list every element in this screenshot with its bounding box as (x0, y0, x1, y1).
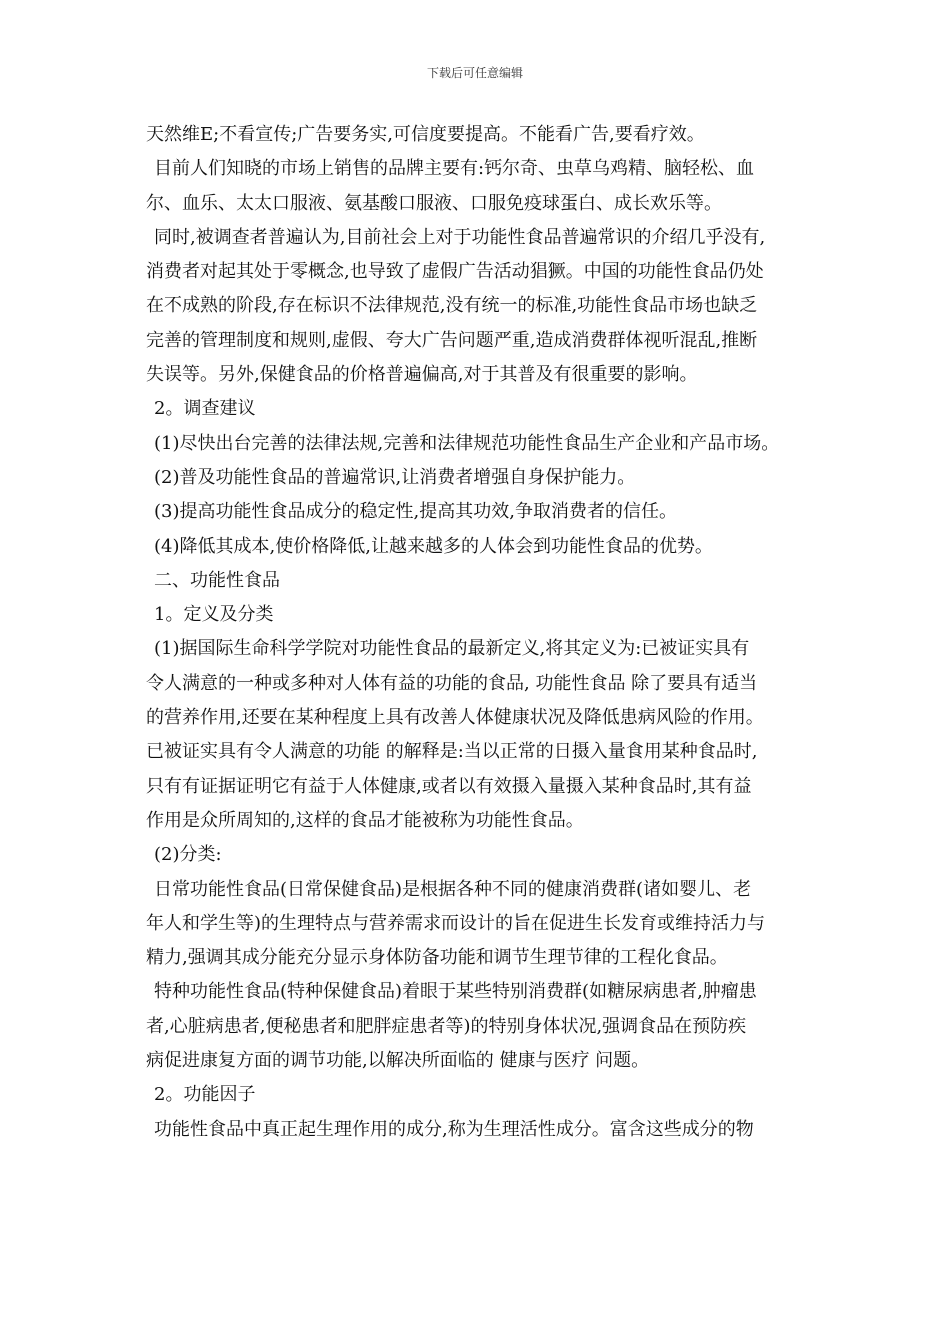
text-line: 特种功能性食品(特种保健食品)着眼于某些特别消费群(如糖尿病患者,肿瘤患 (154, 981, 757, 1003)
text-line: 在不成熟的阶段,存在标识不法律规范,没有统一的标准,功能性食品市场也缺乏 (146, 295, 758, 317)
text-line: 天然维E;不看宣传;广告要务实,可信度要提高。不能看广告,要看疗效。 (146, 124, 705, 145)
text-line: 已被证实具有令人满意的功能 的解释是:当以正常的日摄入量食用某种食品时, (146, 741, 758, 763)
text-line: 2。调查建议 (154, 398, 256, 420)
text-line: 功能性食品中真正起生理作用的成分,称为生理活性成分。富含这些成分的物 (154, 1118, 754, 1140)
text-line: (2)普及功能性食品的普遍常识,让消费者增强自身保护能力。 (154, 466, 636, 488)
document-body (146, 118, 816, 1147)
text-line: 日常功能性食品(日常保健食品)是根据各种不同的健康消费群(诸如婴儿、老 (154, 878, 752, 900)
text-line: 年人和学生等)的生理特点与营养需求而设计的旨在促进生长发育或维持活力与 (146, 912, 766, 934)
page-header: 下载后可任意编辑 (426, 66, 523, 80)
text-line: 二、功能性食品 (154, 569, 280, 591)
text-line: 精力,强调其成分能充分显示身体防备功能和调节生理节律的工程化食品。 (146, 947, 728, 969)
text-line: 只有有证据证明它有益于人体健康,或者以有效摄入量摄入某种食品时,其有益 (146, 775, 752, 797)
text-line: 同时,被调查者普遍认为,目前社会上对于功能性食品普遍常识的介绍几乎没有, (154, 226, 766, 248)
text-line: 尔、血乐、太太口服液、氨基酸口服液、口服免疫球蛋白、成长欢乐等。 (146, 192, 722, 214)
text-line: 的营养作用,还要在某种程度上具有改善人体健康状况及降低患病风险的作用。 (146, 707, 764, 729)
text-line: 2。功能因子 (154, 1084, 256, 1106)
text-line: 完善的管理制度和规则,虚假、夸大广告问题严重,造成消费群体视听混乱,推断 (146, 329, 758, 351)
text-line: 者,心脏病患者,便秘患者和肥胖症患者等)的特别身体状况,强调食品在预防疾 (146, 1015, 747, 1037)
text-line: 令人满意的一种或多种对人体有益的功能的食品, 功能性食品 除了要具有适当 (146, 672, 758, 694)
text-line: (1)尽快出台完善的法律法规,完善和法律规范功能性食品生产企业和产品市场。 (154, 432, 780, 454)
text-line: (3)提高功能性食品成分的稳定性,提高其功效,争取消费者的信任。 (154, 501, 677, 523)
text-line: 失误等。另外,保健食品的价格普遍偏高,对于其普及有很重要的影响。 (146, 364, 698, 386)
text-line: (1)据国际生命科学学院对功能性食品的最新定义,将其定义为:已被证实具有 (154, 638, 750, 660)
text-line: 作用是众所周知的,这样的食品才能被称为功能性食品。 (146, 809, 584, 831)
text-line: 病促进康复方面的调节功能,以解决所面临的 健康与医疗 问题。 (146, 1050, 650, 1072)
text-line: (2)分类: (154, 844, 222, 866)
text-line: 消费者对起其处于零概念,也导致了虚假广告活动猖獗。中国的功能性食品仍处 (146, 261, 764, 283)
text-line: (4)降低其成本,使价格降低,让越来越多的人体会到功能性食品的优势。 (154, 535, 713, 557)
text-line: 1。定义及分类 (154, 604, 274, 626)
text-line: 目前人们知晓的市场上销售的品牌主要有:钙尔奇、虫草乌鸡精、脑轻松、血 (154, 158, 755, 180)
